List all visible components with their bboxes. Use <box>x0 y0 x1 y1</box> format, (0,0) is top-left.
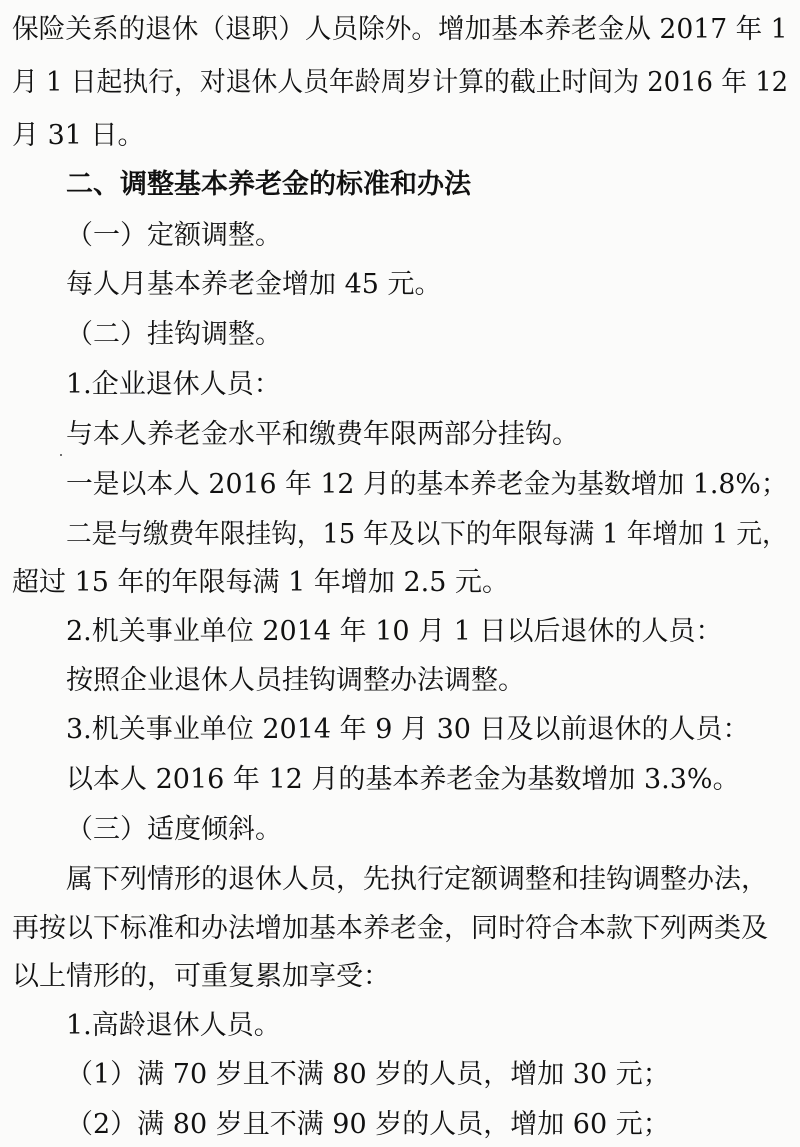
text-line-20: 以上情形的，可重复累加享受： <box>12 961 390 992</box>
text-line-19: 再按以下标准和办法增加基本养老金，同时符合本款下列两类及 <box>12 913 768 944</box>
text-line-18: 属下列情形的退休人员，先执行定额调整和挂钩调整办法， <box>66 864 768 895</box>
text-line-8: 1.企业退休人员： <box>66 369 281 400</box>
scan-speck <box>60 454 62 456</box>
text-line-1: 保险关系的退休（退职）人员除外。增加基本养老金从 2017 年 1 <box>12 14 788 45</box>
text-line-3: 月 31 日。 <box>12 120 145 151</box>
text-line-13: 2.机关事业单位 2014 年 10 月 1 日以后退休的人员： <box>66 616 723 647</box>
subheading-tilt: （三）适度倾斜。 <box>66 814 282 845</box>
text-line-21: 1.高龄退休人员。 <box>66 1010 281 1041</box>
text-line-23: （2）满 80 岁且不满 90 岁的人员，增加 60 元； <box>66 1109 670 1140</box>
text-line-15: 3.机关事业单位 2014 年 9 月 30 日及以前退休的人员： <box>66 714 750 745</box>
text-line-10: 一是以本人 2016 年 12 月的基本养老金为基数增加 1.8%； <box>66 469 788 500</box>
text-line-12: 超过 15 年的年限每满 1 年增加 2.5 元。 <box>12 567 509 598</box>
section-heading: 二、调整基本养老金的标准和办法 <box>66 169 471 200</box>
text-line-22: （1）满 70 岁且不满 80 岁的人员，增加 30 元； <box>66 1059 670 1090</box>
subheading-fixed-adjustment: （一）定额调整。 <box>66 220 282 251</box>
text-line-16: 以本人 2016 年 12 月的基本养老金为基数增加 3.3%。 <box>66 764 740 795</box>
text-line-6: 每人月基本养老金增加 45 元。 <box>66 269 442 300</box>
text-line-11: 二是与缴费年限挂钩，15 年及以下的年限每满 1 年增加 1 元， <box>66 519 788 550</box>
subheading-linked-adjustment: （二）挂钩调整。 <box>66 319 282 350</box>
text-line-14: 按照企业退休人员挂钩调整办法调整。 <box>66 665 525 696</box>
text-line-9: 与本人养老金水平和缴费年限两部分挂钩。 <box>66 419 579 450</box>
text-line-2: 月 1 日起执行，对退休人员年龄周岁计算的截止时间为 2016 年 12 <box>12 67 789 98</box>
